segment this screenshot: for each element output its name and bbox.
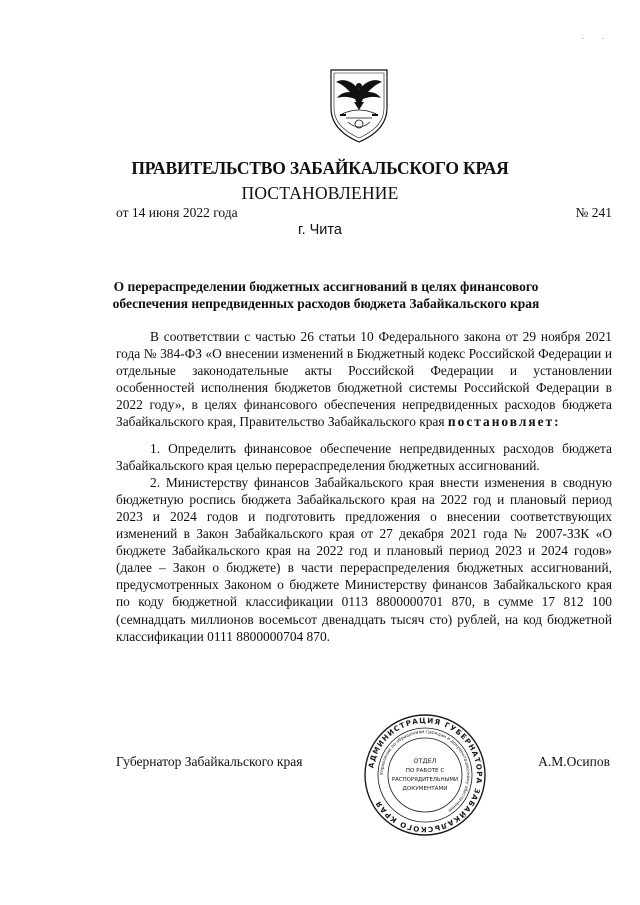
item-1: 1. Определить финансовое обеспечение непредвиденных расходов бюджета Забайкальского края целью перераспределения бюджетных ассигнований. [116,440,612,473]
preamble-paragraph [116,328,612,431]
coat-of-arms-icon [328,66,390,144]
signer-name: А.М.Осипов [538,754,610,769]
resolves-keyword: постановляет: [447,414,561,430]
preamble-text: В соответствии с частью 26 статьи 10 Федерального закона от 29 ноября 2021 года № 384-ФЗ «О внесении изменений в Бюджетный кодекс Российской Федерации и отдельные законодательные акты Российской Федерации и установлении особенностей исполнения бюджетов бюджетной системы Российской Федерации в 2022 году», в целях финансового обеспечения непредвиденных расходов бюджета Забайкальского края, Правительство Забайкальского края [116,329,612,430]
stamp-line-2: ПО РАБОТЕ С [405,768,445,774]
government-name: ПРАВИТЕЛЬСТВО ЗАБАЙКАЛЬСКОГО КРАЯ [131,158,509,178]
document-date: от 14 июня 2022 года [116,205,238,220]
corner-mark: . . [582,32,612,41]
stamp-line-3: РАСПОРЯДИТЕЛЬНЫМИ [391,777,459,783]
document-type: ПОСТАНОВЛЕНИЕ [241,183,399,203]
stamp-inner-ring-text: Управление по обращениям граждан и документационному обеспечению [379,729,471,813]
stamp-ring-text: АДМИНИСТРАЦИЯ ГУБЕРНАТОРА ЗАБАЙКАЛЬСКОГО КРАЯ [366,715,485,835]
stamp-line-1: ОТДЕЛ [413,757,437,765]
document-heading [110,278,542,312]
item-2: 2. Министерству финансов Забайкальского края внести изменения в сводную бюджетную роспись бюджета Забайкальского края на 2022 год и плановый период 2023 и 2024 годов и подготовить предложения о внесении соответствующих изменений в Закон Забайкальского края от 27 декабря 2021 года № 2007-ЗЗК «О бюджете Забайкальского края на 2022 год и плановый период 2023 и 2024 годов» (далее – Закон о бюджете) в части перераспределения бюджетных ассигнований, предусмотренных Законом о бюджете Министерству финансов Забайкальского края по коду бюджетной классификации 0113 8800000701 870, в сумме 17 812 100 (семнадцать миллионов восемьсот двенадцать тысяч сто) рублей, на код бюджетной классификации 0111 8800000704 870. [116,474,612,644]
heading-line-2: обеспечения непредвиденных расходов бюджета Забайкальского края [112,296,540,311]
document-number: № 241 [575,205,612,220]
heading-line-1: О перераспределении бюджетных ассигнований в целях финансового [113,279,539,294]
city: г. Чита [298,222,342,238]
stamp-line-4: ДОКУМЕНТАМИ [402,786,448,792]
document-body [116,328,612,645]
official-stamp [362,712,488,838]
signer-position: Губернатор Забайкальского края [116,754,303,769]
